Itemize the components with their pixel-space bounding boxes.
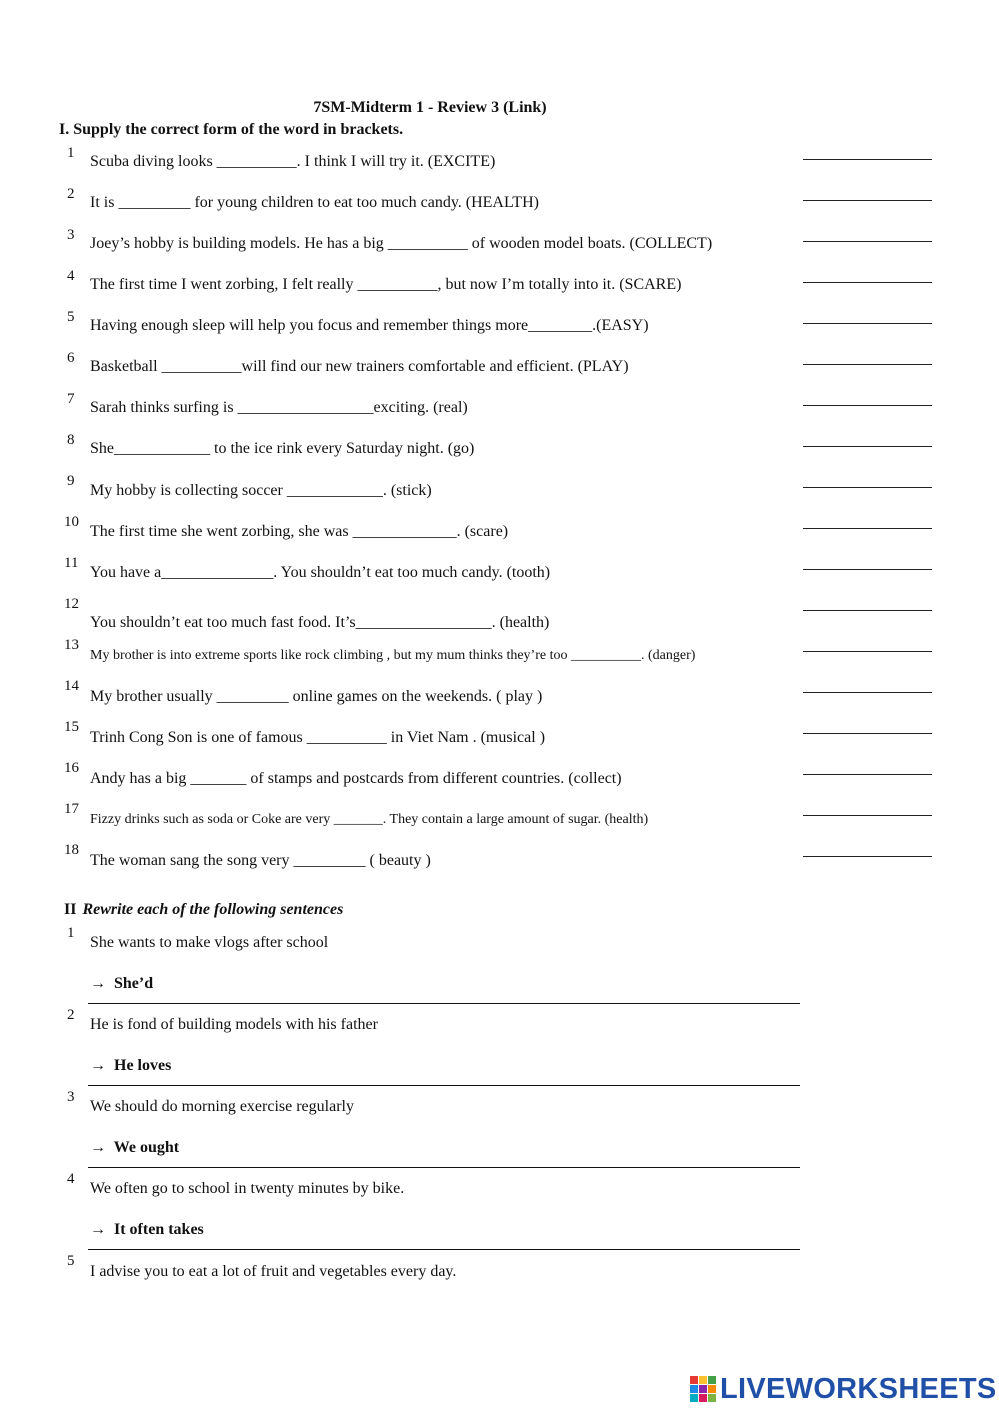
answer-field[interactable] bbox=[803, 200, 932, 201]
answer-field[interactable] bbox=[803, 569, 932, 570]
answer-field[interactable] bbox=[803, 487, 932, 488]
question-text: You shouldn’t eat too much fast food. It’s_________________. (health) bbox=[90, 614, 550, 631]
rewrite-prompt: He is fond of building models with his father bbox=[90, 1016, 378, 1033]
answer-field[interactable] bbox=[803, 856, 932, 857]
rewrite-number: 3 bbox=[67, 1089, 75, 1105]
question-number: 12 bbox=[64, 596, 79, 612]
rewrite-answer-line[interactable] bbox=[90, 1221, 204, 1239]
question-number: 2 bbox=[67, 186, 75, 202]
question-number: 16 bbox=[64, 760, 79, 776]
answer-field[interactable] bbox=[803, 692, 932, 693]
answer-field[interactable] bbox=[803, 733, 932, 734]
answer-field[interactable] bbox=[803, 610, 932, 611]
question-text: Having enough sleep will help you focus and remember things more________.(EASY) bbox=[90, 317, 649, 334]
answer-rule bbox=[88, 1085, 800, 1086]
rewrite-answer-line[interactable] bbox=[90, 1057, 171, 1075]
arrow-icon: → bbox=[90, 1221, 106, 1238]
page-title: 7SM-Midterm 1 - Review 3 (Link) bbox=[313, 99, 547, 116]
rewrite-prompt: She wants to make vlogs after school bbox=[90, 934, 329, 951]
rewrite-answer-line[interactable] bbox=[90, 975, 153, 993]
logo-square bbox=[690, 1385, 698, 1393]
rewrite-number: 5 bbox=[67, 1253, 75, 1269]
answer-field[interactable] bbox=[803, 323, 932, 324]
answer-field[interactable] bbox=[803, 446, 932, 447]
section-2-roman: II bbox=[64, 901, 77, 918]
answer-field[interactable] bbox=[803, 774, 932, 775]
arrow-icon: → bbox=[90, 1139, 106, 1156]
arrow-icon: → bbox=[90, 975, 106, 992]
question-text: She____________ to the ice rink every Saturday night. (go) bbox=[90, 440, 475, 457]
rewrite-prompt: I advise you to eat a lot of fruit and vegetables every day. bbox=[90, 1263, 457, 1280]
logo-square bbox=[708, 1385, 716, 1393]
rewrite-starter: He loves bbox=[114, 1057, 172, 1074]
question-number: 8 bbox=[67, 432, 75, 448]
rewrite-prompt: We often go to school in twenty minutes by bike. bbox=[90, 1180, 405, 1197]
rewrite-prompt: We should do morning exercise regularly bbox=[90, 1098, 354, 1115]
logo-square bbox=[699, 1385, 707, 1393]
answer-rule bbox=[88, 1249, 800, 1250]
answer-rule bbox=[88, 1003, 800, 1004]
question-number: 9 bbox=[67, 473, 75, 489]
question-number: 7 bbox=[67, 391, 75, 407]
question-number: 17 bbox=[64, 801, 79, 817]
answer-field[interactable] bbox=[803, 282, 932, 283]
section-2-title: Rewrite each of the following sentences bbox=[82, 901, 344, 918]
answer-field[interactable] bbox=[803, 815, 932, 816]
logo-square bbox=[708, 1376, 716, 1384]
question-text: Andy has a big _______ of stamps and postcards from different countries. (collect) bbox=[90, 770, 622, 787]
question-number: 10 bbox=[64, 514, 79, 530]
rewrite-number: 1 bbox=[67, 925, 75, 941]
rewrite-number: 2 bbox=[67, 1007, 75, 1023]
answer-rule bbox=[88, 1167, 800, 1168]
logo-square bbox=[699, 1394, 707, 1402]
answer-field[interactable] bbox=[803, 241, 932, 242]
question-number: 11 bbox=[64, 555, 79, 571]
rewrite-starter: We ought bbox=[113, 1139, 180, 1156]
rewrite-starter: It often takes bbox=[114, 1221, 204, 1238]
question-text: The first time she went zorbing, she was _____________. (scare) bbox=[90, 523, 509, 540]
question-text: Sarah thinks surfing is _________________exciting. (real) bbox=[90, 399, 468, 416]
question-number: 14 bbox=[64, 678, 79, 694]
rewrite-starter: She’d bbox=[114, 975, 154, 992]
question-text: Trinh Cong Son is one of famous __________ in Viet Nam . (musical ) bbox=[90, 729, 546, 746]
question-text: Scuba diving looks __________. I think I will try it. (EXCITE) bbox=[90, 153, 496, 170]
answer-field[interactable] bbox=[803, 651, 932, 652]
arrow-icon: → bbox=[90, 1057, 106, 1074]
logo-square bbox=[690, 1376, 698, 1384]
answer-field[interactable] bbox=[803, 364, 932, 365]
logo-square bbox=[699, 1376, 707, 1384]
liveworksheets-logo-icon bbox=[690, 1376, 716, 1402]
question-text: The woman sang the song very _________ ( beauty ) bbox=[90, 852, 431, 869]
answer-field[interactable] bbox=[803, 528, 932, 529]
question-number: 4 bbox=[67, 268, 75, 284]
question-text: My brother usually _________ online games on the weekends. ( play ) bbox=[90, 688, 543, 705]
question-text: My brother is into extreme sports like rock climbing , but my mum thinks they’re too __________. (danger) bbox=[90, 648, 696, 663]
question-text: My hobby is collecting soccer ____________. (stick) bbox=[90, 482, 432, 499]
question-number: 15 bbox=[64, 719, 79, 735]
question-number: 5 bbox=[67, 309, 75, 325]
logo-square bbox=[708, 1394, 716, 1402]
question-text: Joey’s hobby is building models. He has a big __________ of wooden model boats. (COLLECT) bbox=[90, 235, 713, 252]
question-number: 13 bbox=[64, 637, 79, 653]
answer-field[interactable] bbox=[803, 159, 932, 160]
question-number: 18 bbox=[64, 842, 79, 858]
section-2-heading bbox=[64, 901, 343, 919]
rewrite-number: 4 bbox=[67, 1171, 75, 1187]
question-text: The first time I went zorbing, I felt really __________, but now I’m totally into it. (SCARE) bbox=[90, 276, 682, 293]
question-text: Basketball __________will find our new trainers comfortable and efficient. (PLAY) bbox=[90, 358, 629, 375]
logo-square bbox=[690, 1394, 698, 1402]
liveworksheets-logo[interactable] bbox=[690, 1372, 997, 1406]
rewrite-answer-line[interactable] bbox=[90, 1139, 179, 1157]
answer-field[interactable] bbox=[803, 405, 932, 406]
question-text: It is _________ for young children to eat too much candy. (HEALTH) bbox=[90, 194, 539, 211]
logo-text: LIVEWORKSHEETS bbox=[720, 1372, 997, 1405]
question-text: Fizzy drinks such as soda or Coke are very _______. They contain a large amount of sugar. (health) bbox=[90, 812, 649, 827]
section-1-heading: I. Supply the correct form of the word in brackets. bbox=[59, 121, 404, 138]
question-number: 1 bbox=[67, 145, 75, 161]
question-number: 3 bbox=[67, 227, 75, 243]
question-number: 6 bbox=[67, 350, 75, 366]
question-text: You have a______________. You shouldn’t eat too much candy. (tooth) bbox=[90, 564, 551, 581]
